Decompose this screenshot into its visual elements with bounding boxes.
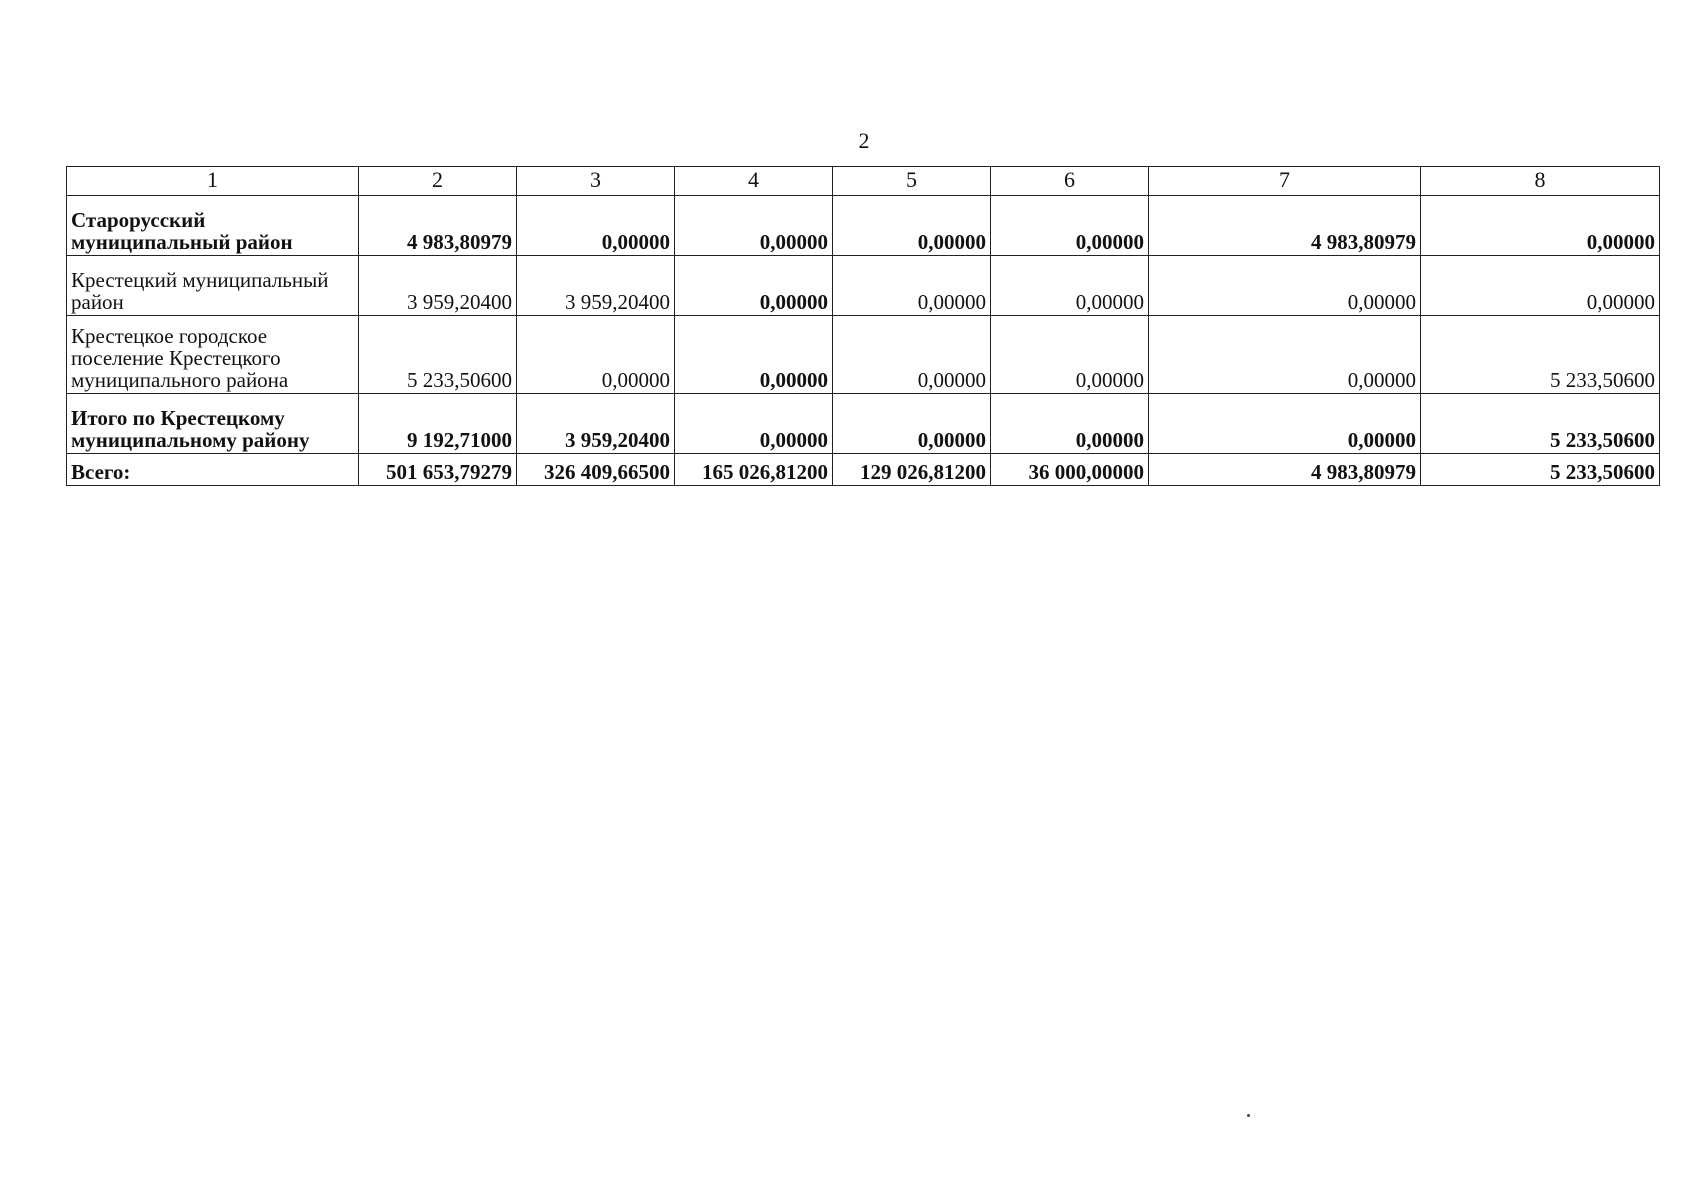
row-label: Старорусский муниципальный район bbox=[67, 196, 359, 256]
budget-table bbox=[66, 166, 1660, 486]
table-cell: 0,00000 bbox=[1149, 394, 1421, 454]
table-cell: 0,00000 bbox=[675, 196, 833, 256]
column-number: 3 bbox=[517, 167, 675, 196]
table-row bbox=[67, 316, 1660, 394]
table-cell: 5 233,50600 bbox=[359, 316, 517, 394]
table-cell: 0,00000 bbox=[675, 394, 833, 454]
table-cell: 3 959,20400 bbox=[359, 256, 517, 316]
table-cell: 36 000,00000 bbox=[991, 454, 1149, 486]
column-number: 8 bbox=[1421, 167, 1660, 196]
row-label: Итого по Крестецкому муниципальному району bbox=[67, 394, 359, 454]
table-row bbox=[67, 394, 1660, 454]
table-cell: 501 653,79279 bbox=[359, 454, 517, 486]
column-number: 2 bbox=[359, 167, 517, 196]
table-cell: 0,00000 bbox=[991, 196, 1149, 256]
table-cell: 4 983,80979 bbox=[359, 196, 517, 256]
scan-speck bbox=[1247, 1114, 1250, 1117]
column-number: 5 bbox=[833, 167, 991, 196]
table-cell: 9 192,71000 bbox=[359, 394, 517, 454]
table-row bbox=[67, 256, 1660, 316]
table-cell: 0,00000 bbox=[833, 316, 991, 394]
table-cell: 129 026,81200 bbox=[833, 454, 991, 486]
table-cell: 0,00000 bbox=[675, 256, 833, 316]
table-cell: 5 233,50600 bbox=[1421, 394, 1660, 454]
table-cell: 0,00000 bbox=[991, 316, 1149, 394]
table-cell: 0,00000 bbox=[1421, 256, 1660, 316]
table-cell: 0,00000 bbox=[833, 394, 991, 454]
table-cell: 0,00000 bbox=[991, 394, 1149, 454]
column-number: 4 bbox=[675, 167, 833, 196]
total-row bbox=[67, 454, 1660, 486]
column-number: 1 bbox=[67, 167, 359, 196]
table-cell: 0,00000 bbox=[833, 256, 991, 316]
column-number: 6 bbox=[991, 167, 1149, 196]
table-cell: 326 409,66500 bbox=[517, 454, 675, 486]
table-cell: 0,00000 bbox=[1149, 316, 1421, 394]
table-cell: 5 233,50600 bbox=[1421, 454, 1660, 486]
table-cell: 0,00000 bbox=[1149, 256, 1421, 316]
table-cell: 0,00000 bbox=[517, 196, 675, 256]
table-cell: 0,00000 bbox=[675, 316, 833, 394]
table-cell: 0,00000 bbox=[1421, 196, 1660, 256]
table-cell: 165 026,81200 bbox=[675, 454, 833, 486]
table-cell: 0,00000 bbox=[991, 256, 1149, 316]
column-number-row bbox=[67, 167, 1660, 196]
column-number: 7 bbox=[1149, 167, 1421, 196]
row-label: Всего: bbox=[67, 454, 359, 486]
table-cell: 3 959,20400 bbox=[517, 256, 675, 316]
table-cell: 4 983,80979 bbox=[1149, 454, 1421, 486]
row-label: Крестецкое городское поселение Крестецкого муниципального района bbox=[67, 316, 359, 394]
table-row bbox=[67, 196, 1660, 256]
table-cell: 5 233,50600 bbox=[1421, 316, 1660, 394]
table-cell: 0,00000 bbox=[517, 316, 675, 394]
page-number: 2 bbox=[858, 128, 870, 153]
row-label: Крестецкий муниципальный район bbox=[67, 256, 359, 316]
table-cell: 4 983,80979 bbox=[1149, 196, 1421, 256]
table-cell: 3 959,20400 bbox=[517, 394, 675, 454]
table-cell: 0,00000 bbox=[833, 196, 991, 256]
